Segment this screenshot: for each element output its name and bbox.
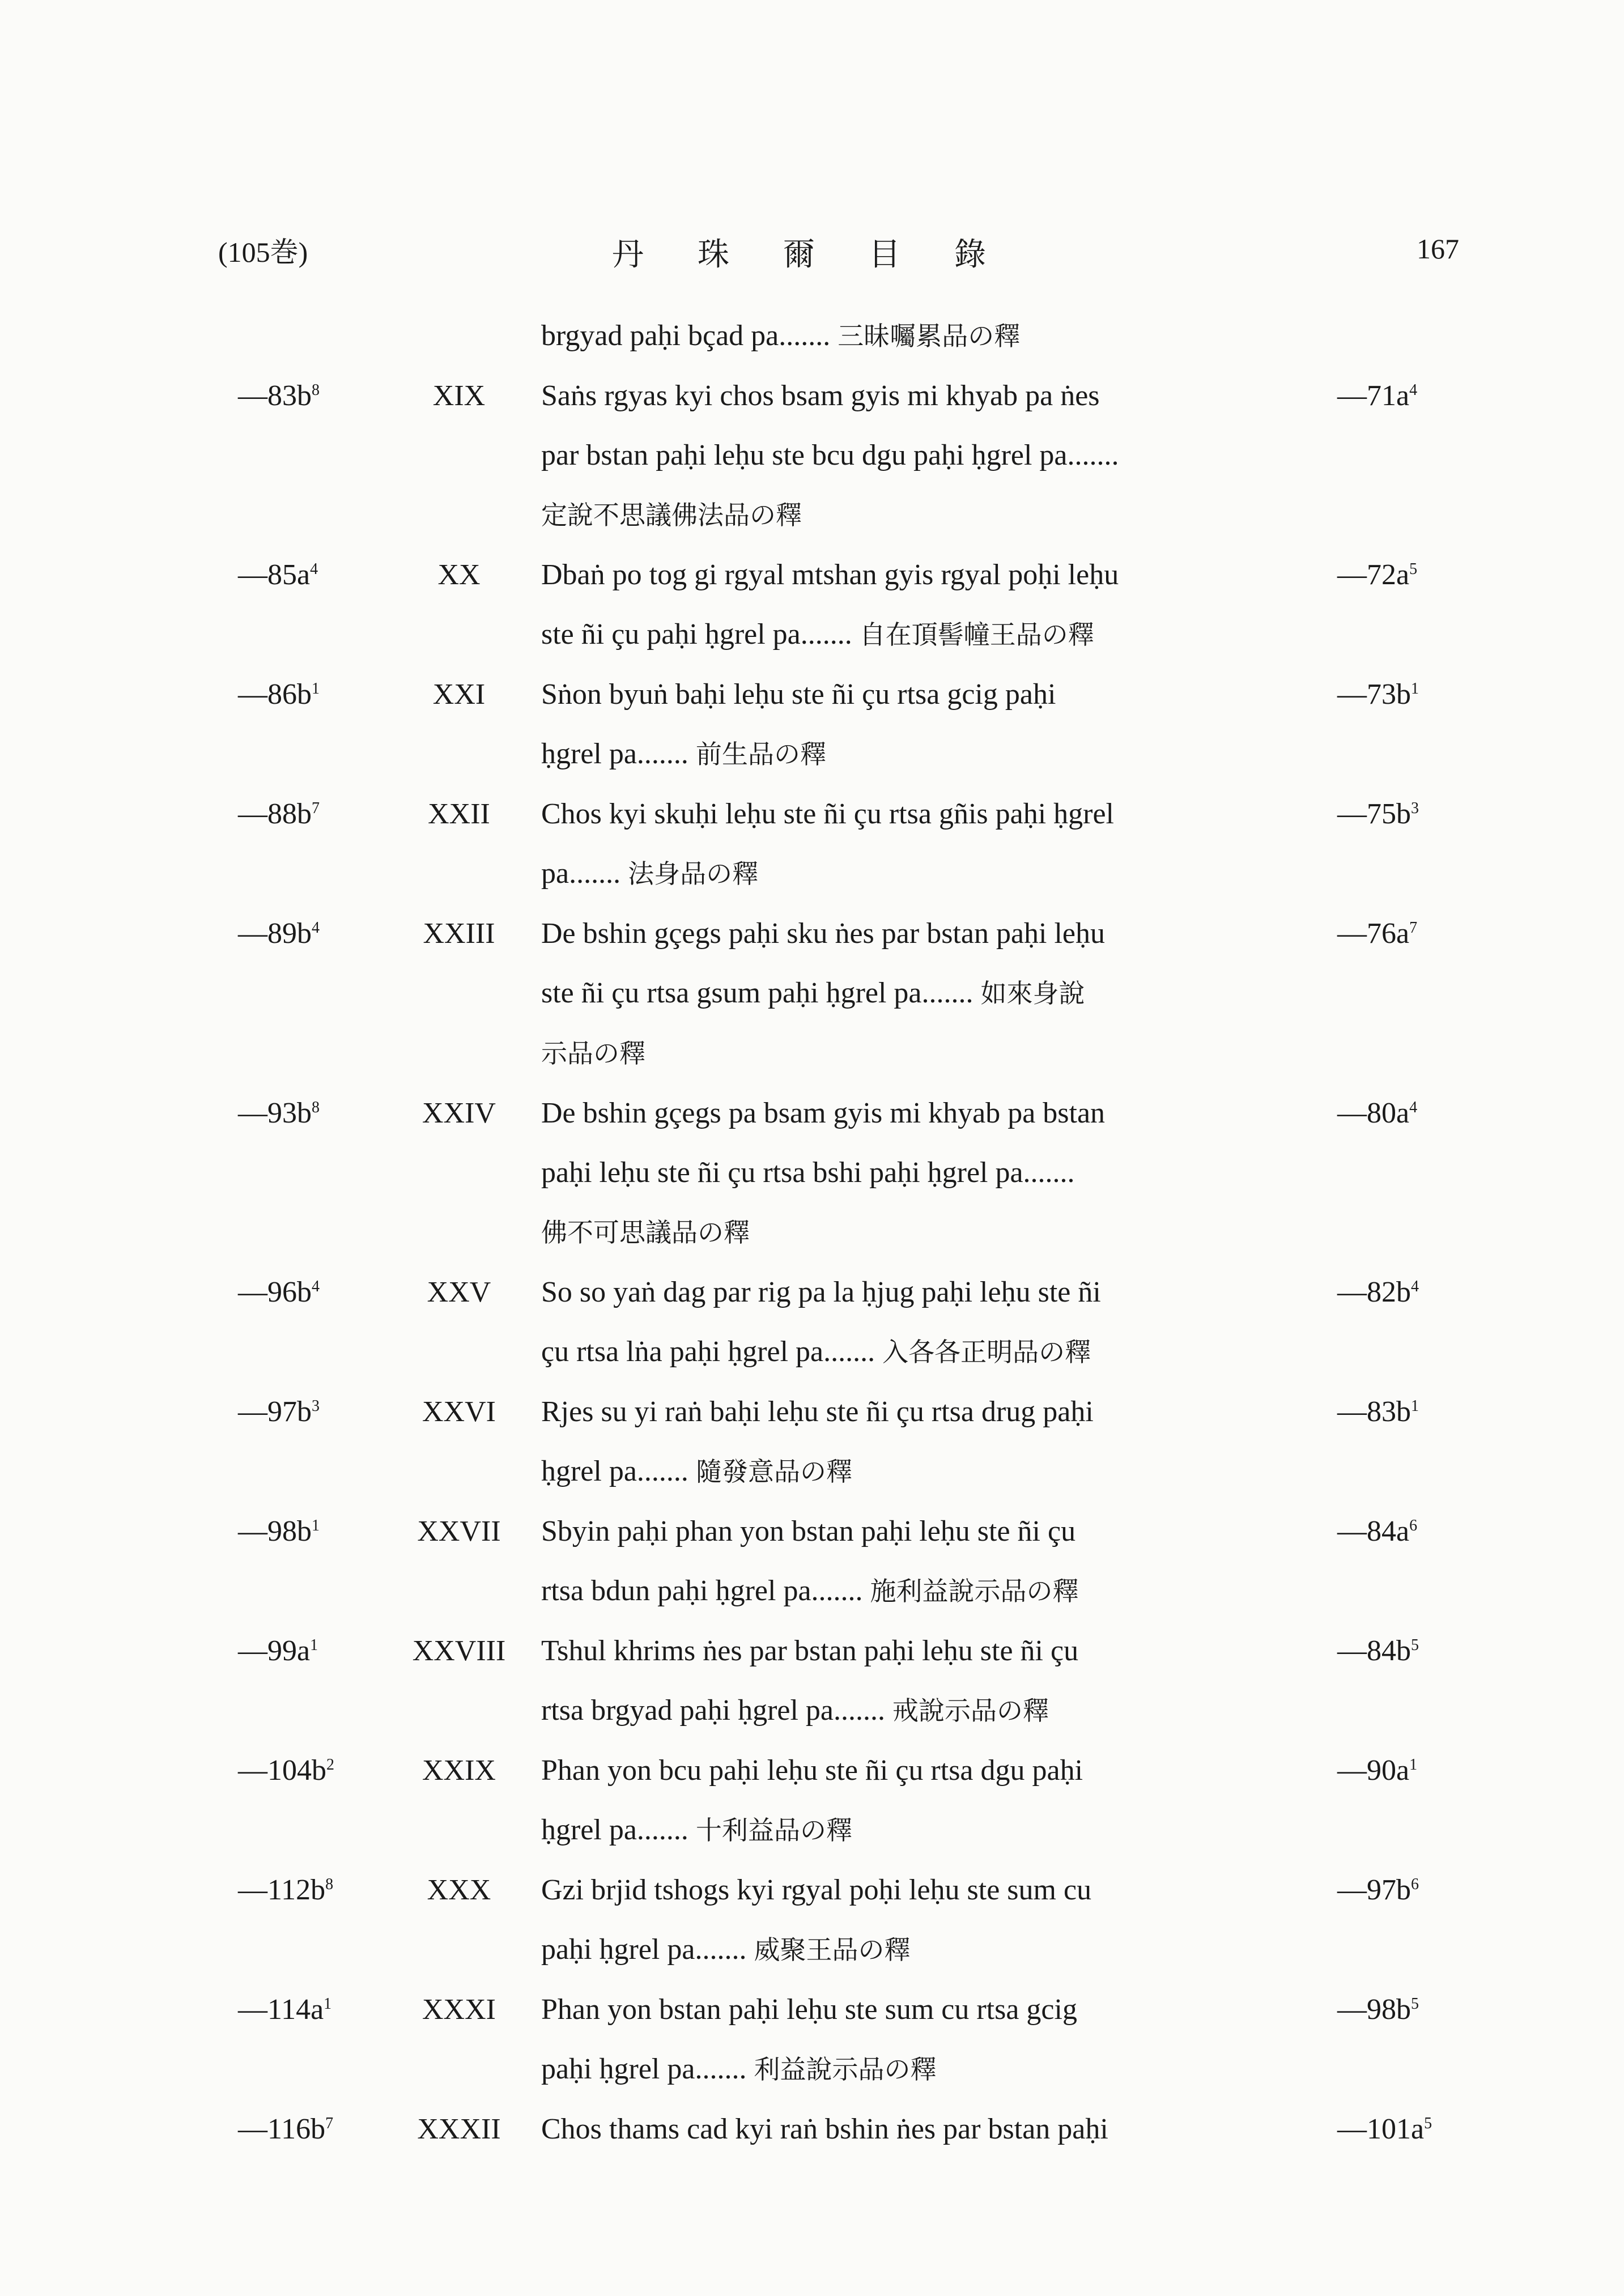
tibetan-text: Sbyin paḥi phan yon bstan paḥi leḥu ste ñi çu	[541, 1515, 1076, 1547]
right-folio-line: 4	[1409, 381, 1418, 399]
japanese-translation: 十利益品の釋	[695, 1815, 852, 1846]
entry-title	[541, 306, 1278, 366]
chapter-numeral: XIX	[432, 380, 486, 412]
entry-line	[541, 605, 1278, 665]
entry-line	[541, 784, 1278, 844]
right-folio-text: —90a	[1337, 1754, 1410, 1787]
entry-line	[541, 1322, 1278, 1382]
chapter-numeral: XXIV	[422, 1097, 496, 1129]
entry-line	[541, 1083, 1278, 1143]
right-folio-text: —98b	[1337, 1993, 1411, 2026]
left-folio-text: —104b	[238, 1754, 326, 1787]
right-folio-text: —80a	[1337, 1097, 1410, 1129]
entry-line	[541, 1561, 1278, 1621]
japanese-translation: 示品の釋	[541, 1038, 645, 1069]
entry-line	[541, 665, 1278, 724]
entry-title	[541, 904, 1278, 1083]
entry-title	[541, 1860, 1278, 1980]
catalog-entry	[0, 1741, 1624, 1860]
right-folio-line: 5	[1424, 2115, 1432, 2132]
left-folio-text: —96b	[238, 1276, 312, 1308]
tibetan-text: paḥi ḥgrel pa.......	[541, 1933, 747, 1966]
left-folio-ref	[238, 784, 320, 844]
right-folio-text: —72a	[1337, 559, 1410, 591]
right-folio-text: —84b	[1337, 1635, 1411, 1667]
right-folio-line: 1	[1409, 1756, 1418, 1774]
left-folio-line: 4	[312, 919, 320, 937]
left-folio-ref	[238, 1860, 333, 1920]
left-folio-text: —97b	[238, 1396, 312, 1428]
tibetan-text: ḥgrel pa.......	[541, 738, 688, 770]
chapter-numeral: XXVIII	[412, 1635, 506, 1667]
entry-line	[541, 2039, 1278, 2099]
left-folio-line: 1	[312, 680, 320, 698]
left-folio-text: —114a	[238, 1993, 324, 2026]
right-folio-ref	[1337, 904, 1417, 963]
chapter-numeral: XXII	[428, 798, 490, 830]
entry-line	[541, 844, 1278, 904]
entry-title	[541, 784, 1278, 904]
entry-line	[541, 545, 1278, 605]
catalog-entry	[0, 366, 1624, 545]
right-folio-line: 1	[1411, 1397, 1419, 1415]
volume-label: (105巻)	[218, 236, 308, 268]
entry-line	[541, 1502, 1278, 1561]
left-folio-ref	[238, 904, 320, 963]
entry-line	[541, 1023, 1278, 1083]
catalog-entry	[0, 1083, 1624, 1262]
catalog-entry	[0, 306, 1624, 366]
tibetan-text: Dbaṅ po tog gi rgyal mtshan gyis rgyal poḥi leḥu	[541, 559, 1119, 591]
left-folio-text: —112b	[238, 1874, 326, 1906]
tibetan-text: ste ñi çu paḥi ḥgrel pa.......	[541, 618, 852, 650]
tibetan-text: paḥi ḥgrel pa.......	[541, 2053, 747, 2085]
tibetan-text: paḥi leḥu ste ñi çu rtsa bshi paḥi ḥgrel pa.......	[541, 1156, 1075, 1189]
right-folio-ref	[1337, 1741, 1417, 1800]
entry-line	[541, 366, 1278, 426]
chapter-numeral: XXVII	[417, 1515, 501, 1547]
right-folio-ref	[1337, 1262, 1419, 1322]
tibetan-text: ḥgrel pa.......	[541, 1455, 688, 1487]
page-header	[0, 229, 1624, 280]
left-folio-line: 4	[310, 560, 318, 578]
entry-title	[541, 366, 1278, 545]
right-folio-ref	[1337, 1980, 1419, 2039]
left-folio-ref	[238, 2099, 333, 2159]
left-folio-line: 8	[312, 1099, 320, 1116]
tibetan-text: Tshul khrims ṅes par bstan paḥi leḥu ste ñi çu	[541, 1635, 1079, 1667]
left-folio-line: 3	[312, 1397, 320, 1415]
entry-title	[541, 1741, 1278, 1860]
catalog-entries	[0, 306, 1624, 2159]
japanese-translation: 佛不可思議品の釋	[541, 1217, 750, 1248]
right-folio-ref	[1337, 665, 1419, 724]
tibetan-text: Sṅon byuṅ baḥi leḥu ste ñi çu rtsa gcig paḥi	[541, 678, 1056, 711]
right-folio-line: 5	[1411, 1995, 1419, 2013]
catalog-entry	[0, 545, 1624, 665]
catalog-entry	[0, 784, 1624, 904]
right-folio-ref	[1337, 366, 1417, 426]
entry-title	[541, 665, 1278, 784]
entry-line	[541, 1382, 1278, 1442]
left-folio-text: —98b	[238, 1515, 312, 1547]
catalog-entry	[0, 904, 1624, 1083]
right-folio-ref	[1337, 1083, 1417, 1143]
entry-line	[541, 1621, 1278, 1681]
left-folio-ref	[238, 1382, 320, 1442]
catalog-entry	[0, 1980, 1624, 2099]
left-folio-ref	[238, 1262, 320, 1322]
entry-line	[541, 724, 1278, 784]
left-folio-line: 7	[312, 800, 320, 817]
right-folio-text: —73b	[1337, 678, 1411, 711]
entry-line	[541, 1681, 1278, 1741]
japanese-translation: 法身品の釋	[628, 858, 759, 889]
entry-line	[541, 2099, 1278, 2159]
right-folio-ref	[1337, 1860, 1419, 1920]
catalog-entry	[0, 665, 1624, 784]
japanese-translation: 利益說示品の釋	[754, 2054, 937, 2085]
chapter-numeral: XXIII	[423, 917, 495, 950]
entry-title	[541, 1083, 1278, 1262]
chapter-numeral: XXXII	[417, 2113, 501, 2145]
left-folio-text: —93b	[238, 1097, 312, 1129]
chapter-numeral: XXIX	[422, 1754, 496, 1787]
tibetan-text: Chos kyi skuḥi leḥu ste ñi çu rtsa gñis paḥi ḥgrel	[541, 798, 1115, 830]
entry-title	[541, 1621, 1278, 1741]
entry-line	[541, 1143, 1278, 1202]
tibetan-text: çu rtsa lṅa paḥi ḥgrel pa.......	[541, 1336, 875, 1368]
right-folio-line: 1	[1411, 680, 1419, 698]
entry-line	[541, 1202, 1278, 1262]
left-folio-ref	[238, 1621, 318, 1681]
right-folio-ref	[1337, 1621, 1419, 1681]
left-folio-ref	[238, 1980, 331, 2039]
left-folio-text: —88b	[238, 798, 312, 830]
right-folio-line: 3	[1411, 800, 1419, 817]
left-folio-line: 4	[312, 1278, 320, 1295]
japanese-translation: 自在頂髻幢王品の釋	[859, 619, 1094, 650]
right-folio-ref	[1337, 1382, 1419, 1442]
entry-title	[541, 2099, 1278, 2159]
japanese-translation: 威聚王品の釋	[754, 1934, 911, 1965]
right-folio-line: 7	[1409, 919, 1418, 937]
left-folio-line: 2	[326, 1756, 334, 1774]
tibetan-text: par bstan paḥi leḥu ste bcu dgu paḥi ḥgrel pa.......	[541, 439, 1119, 471]
japanese-translation: 戒說示品の釋	[892, 1695, 1049, 1726]
left-folio-line: 7	[325, 2115, 334, 2132]
page-title: 丹珠爾目錄	[612, 237, 1040, 273]
left-folio-text: —85a	[238, 559, 311, 591]
tibetan-text: Gzi brjid tshogs kyi rgyal poḥi leḥu ste sum cu	[541, 1874, 1092, 1906]
entry-title	[541, 1262, 1278, 1382]
catalog-entry	[0, 1382, 1624, 1502]
entry-line	[541, 1741, 1278, 1800]
left-folio-line: 8	[325, 1876, 334, 1893]
tibetan-text: ste ñi çu rtsa gsum paḥi ḥgrel pa.......	[541, 977, 973, 1009]
catalog-entry	[0, 1860, 1624, 1980]
left-folio-ref	[238, 545, 318, 605]
entry-line	[541, 963, 1278, 1023]
right-folio-ref	[1337, 1502, 1417, 1561]
chapter-numeral: XXXI	[422, 1993, 496, 2026]
right-folio-text: —97b	[1337, 1874, 1411, 1906]
chapter-numeral: XXVI	[422, 1396, 496, 1428]
japanese-translation: 前生品の釋	[695, 739, 826, 769]
left-folio-line: 8	[312, 381, 320, 399]
left-folio-ref	[238, 665, 320, 724]
tibetan-text: Phan yon bstan paḥi leḥu ste sum cu rtsa gcig	[541, 1993, 1077, 2026]
right-folio-line: 5	[1409, 560, 1418, 578]
left-folio-line: 1	[312, 1517, 320, 1534]
right-folio-line: 4	[1409, 1099, 1418, 1116]
tibetan-text: Rjes su yi raṅ baḥi leḥu ste ñi çu rtsa drug paḥi	[541, 1396, 1094, 1428]
left-folio-ref	[238, 1083, 320, 1143]
tibetan-text: De bshin gçegs paḥi sku ṅes par bstan paḥi leḥu	[541, 917, 1106, 950]
right-folio-line: 4	[1411, 1278, 1419, 1295]
tibetan-text: Chos thams cad kyi raṅ bshin ṅes par bstan paḥi	[541, 2113, 1108, 2145]
tibetan-text: rtsa bdun paḥi ḥgrel pa.......	[541, 1575, 863, 1607]
tibetan-text: Saṅs rgyas kyi chos bsam gyis mi khyab pa ṅes	[541, 380, 1100, 412]
chapter-numeral: XXX	[427, 1874, 491, 1906]
japanese-translation: 入各各正明品の釋	[882, 1337, 1091, 1367]
catalog-entry	[0, 1621, 1624, 1741]
tibetan-text: De bshin gçegs pa bsam gyis mi khyab pa bstan	[541, 1097, 1106, 1129]
entry-title	[541, 1382, 1278, 1502]
entry-title	[541, 545, 1278, 665]
left-folio-text: —86b	[238, 678, 312, 711]
tibetan-text: pa.......	[541, 857, 621, 890]
left-folio-ref	[238, 1502, 320, 1561]
left-folio-line: 1	[310, 1636, 318, 1654]
right-folio-ref	[1337, 784, 1419, 844]
page-number: 167	[1417, 233, 1459, 265]
right-folio-text: —83b	[1337, 1396, 1411, 1428]
chapter-numeral: XXI	[432, 678, 486, 711]
right-folio-text: —82b	[1337, 1276, 1411, 1308]
entry-line	[541, 426, 1278, 485]
right-folio-ref	[1337, 2099, 1432, 2159]
right-folio-text: —84a	[1337, 1515, 1410, 1547]
entry-line	[541, 904, 1278, 963]
left-folio-ref	[238, 1741, 334, 1800]
left-folio-text: —89b	[238, 917, 312, 950]
right-folio-ref	[1337, 545, 1417, 605]
right-folio-text: —76a	[1337, 917, 1410, 950]
entry-line	[541, 1980, 1278, 2039]
right-folio-line: 5	[1411, 1636, 1419, 1654]
tibetan-text: So so yaṅ dag par rig pa la ḥjug paḥi leḥu ste ñi	[541, 1276, 1101, 1308]
entry-line	[541, 1262, 1278, 1322]
catalog-entry	[0, 1262, 1624, 1382]
chapter-numeral: XX	[437, 559, 481, 591]
right-folio-line: 6	[1409, 1517, 1418, 1534]
tibetan-text: brgyad paḥi bçad pa.......	[541, 320, 831, 352]
catalog-entry	[0, 1502, 1624, 1621]
entry-line	[541, 1442, 1278, 1502]
left-folio-text: —83b	[238, 380, 312, 412]
entry-line	[541, 1860, 1278, 1920]
right-folio-line: 6	[1411, 1876, 1419, 1893]
right-folio-text: —71a	[1337, 380, 1410, 412]
entry-title	[541, 1980, 1278, 2099]
entry-line	[541, 1800, 1278, 1860]
japanese-translation: 如來身說	[980, 978, 1085, 1009]
left-folio-ref	[238, 366, 320, 426]
left-folio-line: 1	[324, 1995, 332, 2013]
japanese-translation: 施利益說示品の釋	[870, 1576, 1079, 1606]
entry-line	[541, 1920, 1278, 1980]
entry-line	[541, 306, 1278, 366]
left-folio-text: —116b	[238, 2113, 326, 2145]
left-folio-text: —99a	[238, 1635, 311, 1667]
catalog-entry	[0, 2099, 1624, 2159]
japanese-translation: 定說不思議佛法品の釋	[541, 500, 802, 530]
entry-line	[541, 485, 1278, 545]
japanese-translation: 三昧囑累品の釋	[837, 321, 1021, 351]
right-folio-text: —75b	[1337, 798, 1411, 830]
japanese-translation: 隨發意品の釋	[695, 1456, 852, 1487]
tibetan-text: ḥgrel pa.......	[541, 1814, 688, 1846]
right-folio-text: —101a	[1337, 2113, 1425, 2145]
tibetan-text: rtsa brgyad paḥi ḥgrel pa.......	[541, 1694, 885, 1727]
entry-title	[541, 1502, 1278, 1621]
tibetan-text: Phan yon bcu paḥi leḥu ste ñi çu rtsa dgu paḥi	[541, 1754, 1083, 1787]
chapter-numeral: XXV	[427, 1276, 491, 1308]
